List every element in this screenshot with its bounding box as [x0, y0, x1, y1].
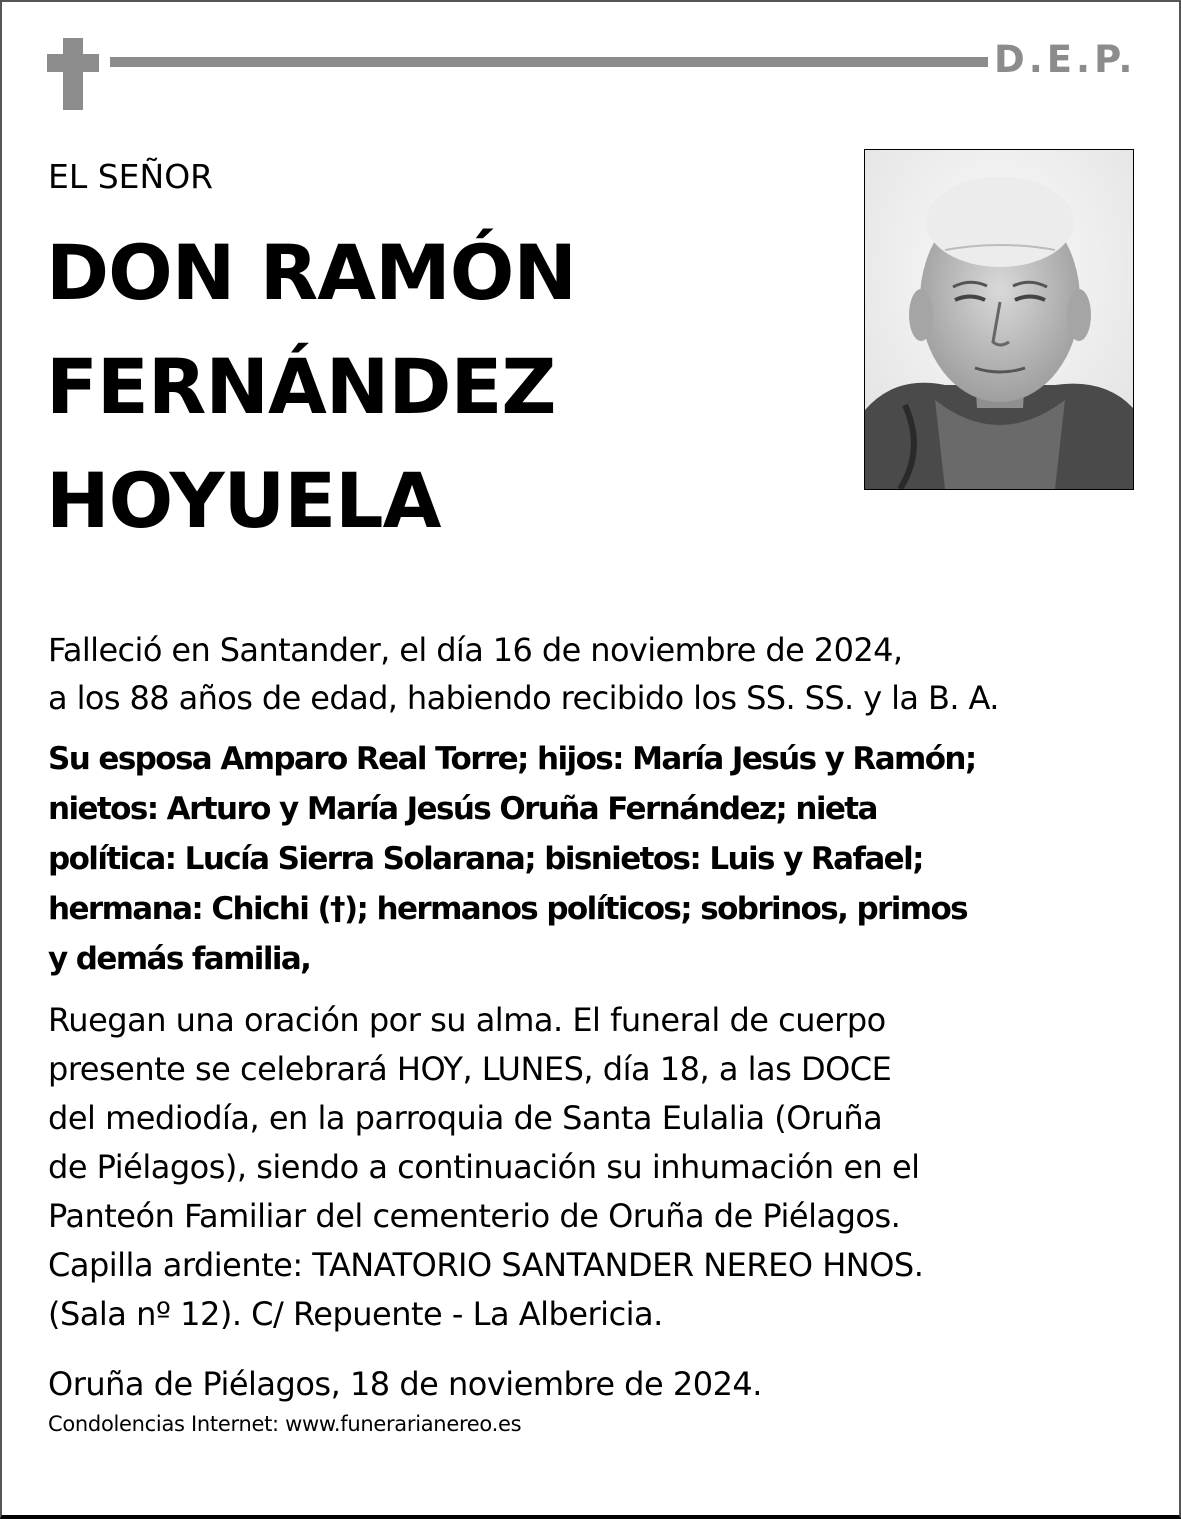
- death-paragraph: [48, 626, 999, 722]
- name-line-2: FERNÁNDEZ: [46, 342, 556, 431]
- name-line-1: DON RAMÓN: [46, 228, 576, 317]
- text-line: (Sala nº 12). C/ Repuente - La Albericia.: [48, 1295, 663, 1333]
- text-line: política: Lucía Sierra Solarana; bisnietos: Luis y Rafael;: [48, 841, 923, 877]
- text-line: del mediodía, en la parroquia de Santa Eulalia (Oruña: [48, 1099, 883, 1137]
- text-line: y demás familia,: [48, 941, 311, 977]
- text-line: de Piélagos), siendo a continuación su inhumación en el: [48, 1148, 920, 1186]
- cross-icon: [63, 38, 83, 110]
- deceased-name: [46, 216, 576, 558]
- funeral-paragraph: [48, 996, 923, 1339]
- cross-icon-bar: [47, 54, 99, 72]
- name-line-3: HOYUELA: [46, 456, 441, 545]
- condolences-link: Condolencias Internet: www.funerarianereo.es: [48, 1412, 522, 1436]
- header-rule: [110, 57, 988, 67]
- text-line: Su esposa Amparo Real Torre; hijos: María Jesús y Ramón;: [48, 741, 976, 777]
- text-line: Panteón Familiar del cementerio de Oruña de Piélagos.: [48, 1197, 901, 1235]
- dep-label: D.E.P.: [994, 38, 1137, 81]
- portrait-image: [865, 150, 1133, 489]
- text-line: hermana: Chichi (†); hermanos políticos; sobrinos, primos: [48, 891, 968, 927]
- title-prefix: EL SEÑOR: [48, 157, 214, 196]
- text-line: Ruegan una oración por su alma. El funeral de cuerpo: [48, 1001, 886, 1039]
- place-date: Oruña de Piélagos, 18 de noviembre de 2024.: [48, 1365, 762, 1403]
- text-line: presente se celebrará HOY, LUNES, día 18, a las DOCE: [48, 1050, 892, 1088]
- portrait-photo: [864, 149, 1134, 490]
- text-line: nietos: Arturo y María Jesús Oruña Fernández; nieta: [48, 791, 877, 827]
- text-line: Capilla ardiente: TANATORIO SANTANDER NEREO HNOS.: [48, 1246, 924, 1284]
- text-line: Falleció en Santander, el día 16 de noviembre de 2024,: [48, 631, 903, 669]
- family-paragraph: [48, 734, 976, 984]
- text-line: a los 88 años de edad, habiendo recibido los SS. SS. y la B. A.: [48, 679, 999, 717]
